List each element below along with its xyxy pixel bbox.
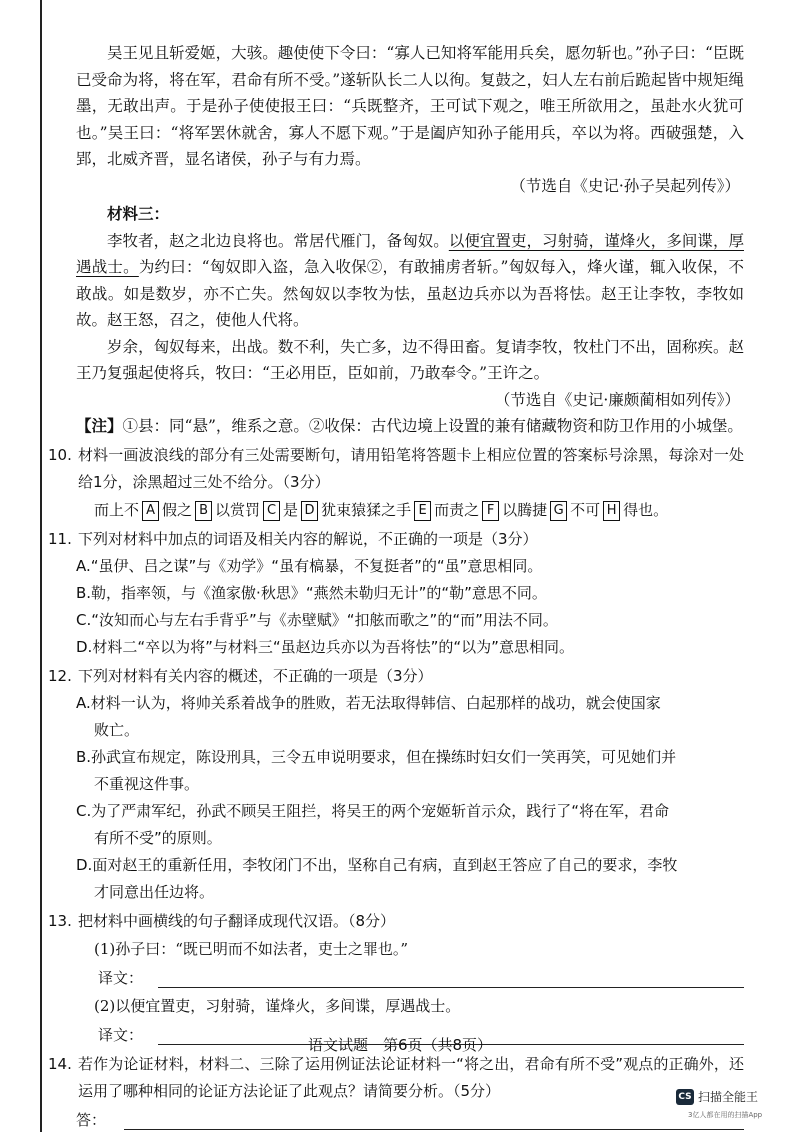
segment: 以赏罚 bbox=[215, 500, 261, 519]
answer-line[interactable] bbox=[124, 1110, 744, 1130]
question-text: 若作为论证材料，材料二、三除了运用例证法论证材料一“将之出，君命有所不受”观点的正确外，还运用了哪种相同的论证方法论证了此观点？请简要分析。（5分） bbox=[78, 1054, 744, 1100]
question-text: 把材料中画横线的句子翻译成现代汉语。（8分） bbox=[78, 911, 396, 930]
translate-item-2: (2)以便宜置吏，习射骑，谨烽火，多间谍，厚遇战士。 bbox=[94, 996, 461, 1015]
question-text: 材料一画波浪线的部分有三处需要断句，请用铅笔将答题卡上相应位置的答案标号涂黑，每涂对一处给1分，涂黑超过三处不给分。（3分） bbox=[78, 445, 744, 491]
question-number: 10. bbox=[48, 445, 72, 464]
option-b[interactable]: B.勒，指率领，与《渔家傲·秋思》“燕然未勒归无计”的“勒”意思不同。 bbox=[76, 583, 547, 602]
translate-item-1: (1)孙子曰：“既已明而不如法者，吏士之罪也。” bbox=[94, 939, 409, 958]
material3-paragraph1 bbox=[76, 228, 744, 334]
question-number: 12. bbox=[48, 666, 72, 685]
option-line: 有所不受”的原则。 bbox=[94, 828, 222, 847]
break-box-f[interactable]: F bbox=[482, 501, 499, 521]
segment: 而责之 bbox=[434, 500, 480, 519]
option-line: C.为了严肃军纪，孙武不顾吴王阻拦，将吴王的两个宠姬斩首示众，践行了“将在军，君命 bbox=[76, 801, 670, 820]
question-text: 下列对材料中加点的词语及相关内容的解说，不正确的一项是（3分） bbox=[78, 529, 538, 548]
answer-row bbox=[76, 1107, 744, 1132]
source-material3: （节选自《史记·廉颇蔺相如列传》） bbox=[494, 390, 740, 409]
question-number: 14. bbox=[48, 1054, 72, 1073]
segment: 是 bbox=[283, 500, 299, 519]
option-line: 才同意出任边将。 bbox=[94, 882, 215, 901]
page-edge bbox=[40, 0, 42, 1132]
scanner-watermark bbox=[676, 1088, 758, 1105]
question-13 bbox=[48, 908, 744, 1049]
option-line: B.孙武宣布规定，陈设刑具，三令五申说明要求，但在操练时妇女们一笑再笑，可见她们并 bbox=[76, 747, 677, 766]
break-box-h[interactable]: H bbox=[603, 501, 620, 521]
segment: 而上不 bbox=[94, 500, 140, 519]
break-box-c[interactable]: C bbox=[263, 501, 280, 521]
option-d[interactable]: D.材料二“卒以为将”与材料三“虽赵边兵亦以为吾将怯”的“以为”意思相同。 bbox=[76, 637, 574, 656]
translation-row-1 bbox=[76, 965, 744, 992]
break-box-a[interactable]: A bbox=[142, 501, 159, 521]
option-line: A.材料一认为，将帅关系着战争的胜败，若无法取得韩信、白起那样的战功，就会使国家 bbox=[76, 693, 661, 712]
annotation-note bbox=[76, 413, 744, 440]
material2-continued: 吴王见且斩爱姬，大骇。趣使使下令曰：“寡人已知将军能用兵矣，愿勿斩也。”孙子曰：“臣既已受命为将，将在军，君命有所不受。”遂斩队长二人以徇。复鼓之，妇人左右前后跪起皆中规矩绳墨，无敢出声。于是孙子使使报王曰：“兵既整齐，王可试下观之，唯王所欲用之，虽赴水火犹可也。”吴王曰：“将军罢休就舍，寡人不愿下观。”于是阖庐知孙子能用兵，卒以为将。西破强楚，入郢，北威齐晋，显名诸侯，孙子与有力焉。 bbox=[76, 44, 744, 168]
segment: 得也。 bbox=[623, 500, 669, 519]
translation-label: 译文： bbox=[98, 968, 144, 987]
option-d[interactable] bbox=[76, 852, 744, 906]
segment: 不可 bbox=[570, 500, 601, 519]
option-line: 不重视这件事。 bbox=[94, 774, 200, 793]
option-c[interactable] bbox=[76, 798, 744, 852]
m3-underlined-sentence: 以便宜置吏，习射骑，谨烽火，多间谍，厚遇战士。 bbox=[76, 231, 744, 276]
watermark-subtitle: 3亿人都在用的扫描App bbox=[688, 1111, 763, 1119]
question-number: 13. bbox=[48, 911, 72, 930]
break-box-d[interactable]: D bbox=[301, 501, 318, 521]
m3-text-b: 为约曰：“匈奴即入盗，急入收保②，有敢捕虏者斩。”匈奴每入，烽火谨，辄入收保，不敢战。如是数岁，亦不亡失。然匈奴以李牧为怯，虽赵边兵亦以为吾将怯。赵王让李牧，李牧如故。赵王怒，召之，使他人代将。 bbox=[76, 258, 744, 329]
option-line: 败亡。 bbox=[94, 720, 140, 739]
question-10 bbox=[48, 442, 744, 524]
segment: 犹束猿猱之手 bbox=[321, 500, 412, 519]
page-footer: 语文试题 第6页（共8页） bbox=[307, 1036, 493, 1054]
sentence-break-line bbox=[76, 496, 744, 524]
source-material2: （节选自《史记·孙子吴起列传》） bbox=[510, 176, 740, 195]
segment: 假之 bbox=[162, 500, 193, 519]
material3-paragraph2: 岁余，匈奴每来，出战。数不利，失亡多，边不得田畜。复请李牧，牧杜门不出，固称疾。赵王乃复强起使将兵，牧曰：“王必用臣，臣如前，乃敢奉令。”王许之。 bbox=[76, 337, 744, 382]
segment: 以腾捷 bbox=[502, 500, 548, 519]
break-box-e[interactable]: E bbox=[414, 501, 431, 521]
material3-title: 材料三： bbox=[107, 204, 170, 223]
answer-line[interactable] bbox=[158, 968, 744, 988]
question-14 bbox=[48, 1051, 744, 1132]
question-text: 下列对材料有关内容的概述，不正确的一项是（3分） bbox=[78, 666, 433, 685]
answer-label: 答： bbox=[76, 1110, 107, 1129]
camscanner-icon: CS bbox=[676, 1089, 694, 1105]
option-a[interactable]: A.“虽伊、吕之谋”与《劝学》“虽有槁暴，不复挺者”的“虽”意思相同。 bbox=[76, 556, 543, 575]
break-box-b[interactable]: B bbox=[195, 501, 212, 521]
option-a[interactable] bbox=[76, 690, 744, 744]
question-11 bbox=[48, 526, 744, 661]
option-b[interactable] bbox=[76, 744, 744, 798]
note-text: ①县：同“悬”，维系之意。②收保：古代边境上设置的兼有储藏物资和防卫作用的小城堡。 bbox=[122, 417, 743, 435]
translation-label: 译文： bbox=[98, 1025, 144, 1044]
break-box-g[interactable]: G bbox=[550, 501, 567, 521]
option-line: D.面对赵王的重新任用，李牧闭门不出，坚称自己有病，直到赵王答应了自己的要求，李牧 bbox=[76, 855, 678, 874]
question-number: 11. bbox=[48, 529, 72, 548]
exam-page-content bbox=[48, 40, 744, 1132]
m3-text-a: 李牧者，赵之北边良将也。常居代雁门，备匈奴。 bbox=[107, 231, 449, 250]
option-c[interactable]: C.“汝知而心与左右手背乎”与《赤壁赋》“扣舷而歌之”的“而”用法不同。 bbox=[76, 610, 558, 629]
watermark-name: 扫描全能王 bbox=[698, 1090, 759, 1104]
note-label: 【注】 bbox=[76, 416, 123, 435]
question-12 bbox=[48, 663, 744, 906]
